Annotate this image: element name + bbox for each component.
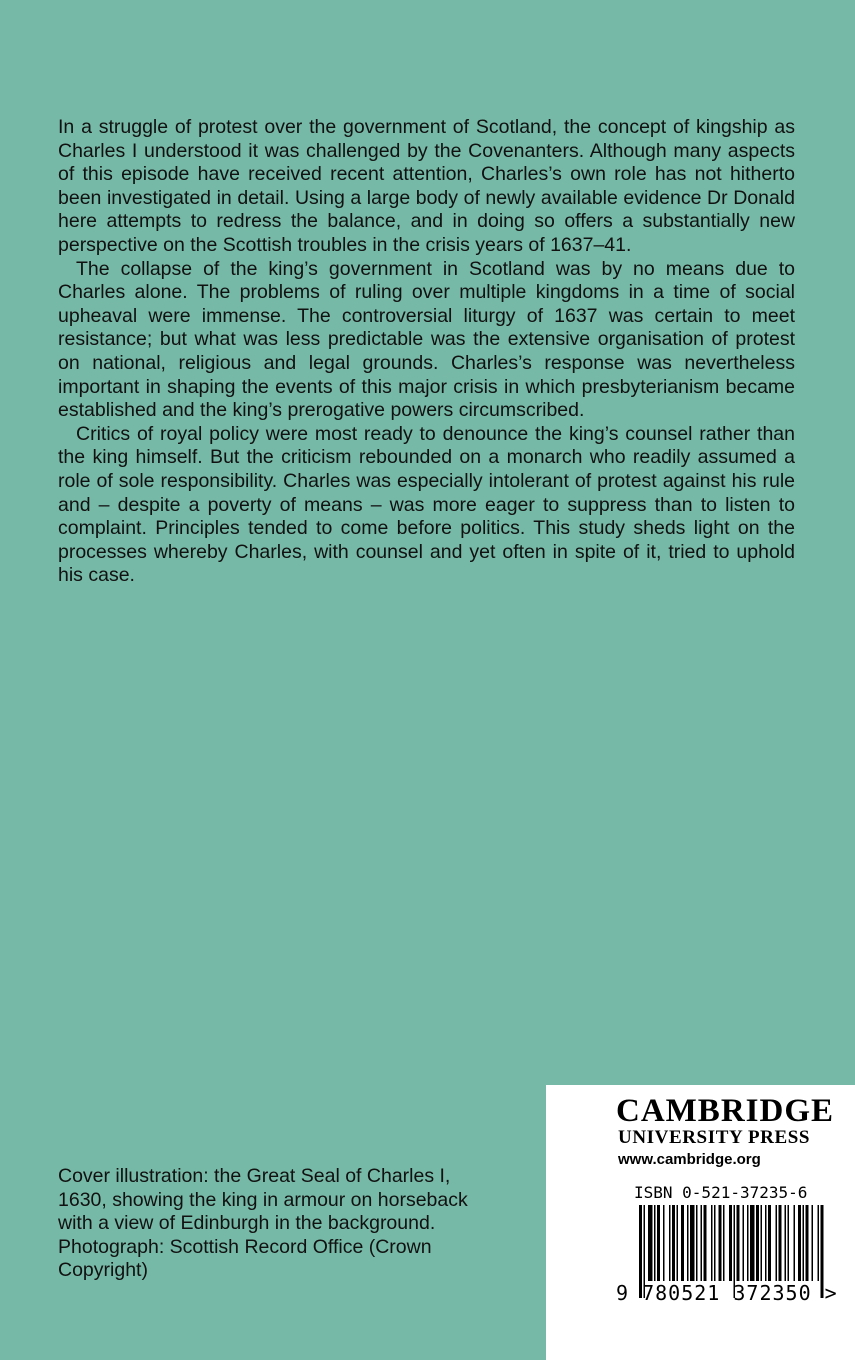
barcode-bar bbox=[654, 1205, 656, 1281]
barcode-bar bbox=[657, 1205, 660, 1281]
barcode-bar bbox=[648, 1205, 653, 1281]
barcode-digits: 9 780521 372350 > bbox=[616, 1281, 838, 1305]
barcode-bar bbox=[785, 1205, 787, 1281]
barcode-bar bbox=[704, 1205, 707, 1281]
barcode-bar bbox=[663, 1205, 665, 1281]
barcode-bar bbox=[806, 1205, 809, 1281]
barcode-bar bbox=[737, 1205, 740, 1281]
barcode-bar bbox=[711, 1205, 713, 1281]
publisher-name: CAMBRIDGE bbox=[616, 1093, 835, 1129]
blurb-paragraph-3: Critics of royal policy were most ready to denounce the king’s counsel rather than the king himself. But the criticism rebounded on a monarch who readily assumed a role of sole responsibility. Charles was especially intolerant of protest against his rule and – despite a poverty of means – was more eager to suppress than to listen to complaint. Principles tended to come before politics. This study sheds light on the processes whereby Charles, with counsel and yet often in spite of it, tried to uphold his case. bbox=[58, 422, 795, 587]
barcode-bar bbox=[747, 1205, 749, 1281]
barcode-bar bbox=[701, 1205, 703, 1281]
barcode-bar bbox=[798, 1205, 801, 1281]
publisher-subname: UNIVERSITY PRESS bbox=[618, 1127, 811, 1148]
barcode-bar bbox=[803, 1205, 805, 1281]
barcode-bar bbox=[761, 1205, 763, 1281]
blurb-paragraph-2: The collapse of the king’s government in Scotland was by no means due to Charles alone. The problems of ruling over multiple kingdoms in a time of social upheaval were immense. The controversial liturgy of 1637 was certain to meet resistance; but what was less predictable was the extensive organisation of protest on national, religious and legal grounds. Charles’s response was nevertheless important in shaping the events of this major crisis in which presbyterianism became established and the king’s prerogative powers circumscribed. bbox=[58, 257, 795, 422]
barcode-bar bbox=[690, 1205, 695, 1281]
isbn-label: ISBN 0-521-37235-6 bbox=[634, 1183, 808, 1202]
barcode-bar bbox=[812, 1205, 814, 1281]
barcode-bar bbox=[714, 1205, 716, 1281]
barcode-bar bbox=[672, 1205, 675, 1281]
cover-illustration-caption: Cover illustration: the Great Seal of Charles I, 1630, showing the king in armour on horseback with a view of Edinburgh in the background. Photograph: Scottish Record Office (Crown Copyright) bbox=[58, 1165, 468, 1282]
barcode-bar bbox=[794, 1205, 796, 1281]
barcode-bar bbox=[729, 1205, 732, 1281]
barcode-bar bbox=[768, 1205, 771, 1281]
barcode-bar bbox=[750, 1205, 755, 1281]
publisher-url: www.cambridge.org bbox=[618, 1151, 761, 1168]
barcode-bar bbox=[765, 1205, 767, 1281]
barcode-bar bbox=[756, 1205, 759, 1281]
barcode-bar bbox=[779, 1205, 782, 1281]
barcode-bar bbox=[719, 1205, 722, 1281]
back-cover-blurb bbox=[58, 116, 795, 588]
barcode-bar bbox=[669, 1205, 671, 1281]
barcode-bar bbox=[681, 1205, 684, 1281]
barcode-bar bbox=[687, 1205, 689, 1281]
barcode-bar bbox=[743, 1205, 745, 1281]
barcode-bar bbox=[818, 1205, 820, 1281]
blurb-paragraph-1: In a struggle of protest over the government of Scotland, the concept of kingship as Charles I understood it was challenged by the Covenanters. Although many aspects of this episode have received recent attention, Charles’s own role has not hitherto been investigated in detail. Using a large body of newly available evidence Dr Donald here attempts to redress the balance, and in doing so offers a substantially new perspective on the Scottish troubles in the crisis years of 1637–41. bbox=[58, 116, 795, 256]
publisher-panel bbox=[546, 1085, 855, 1360]
barcode-bar bbox=[696, 1205, 698, 1281]
barcode-bar bbox=[723, 1205, 725, 1281]
barcode-bar bbox=[776, 1205, 778, 1281]
barcode-bar bbox=[788, 1205, 790, 1281]
barcode-bar bbox=[677, 1205, 679, 1281]
